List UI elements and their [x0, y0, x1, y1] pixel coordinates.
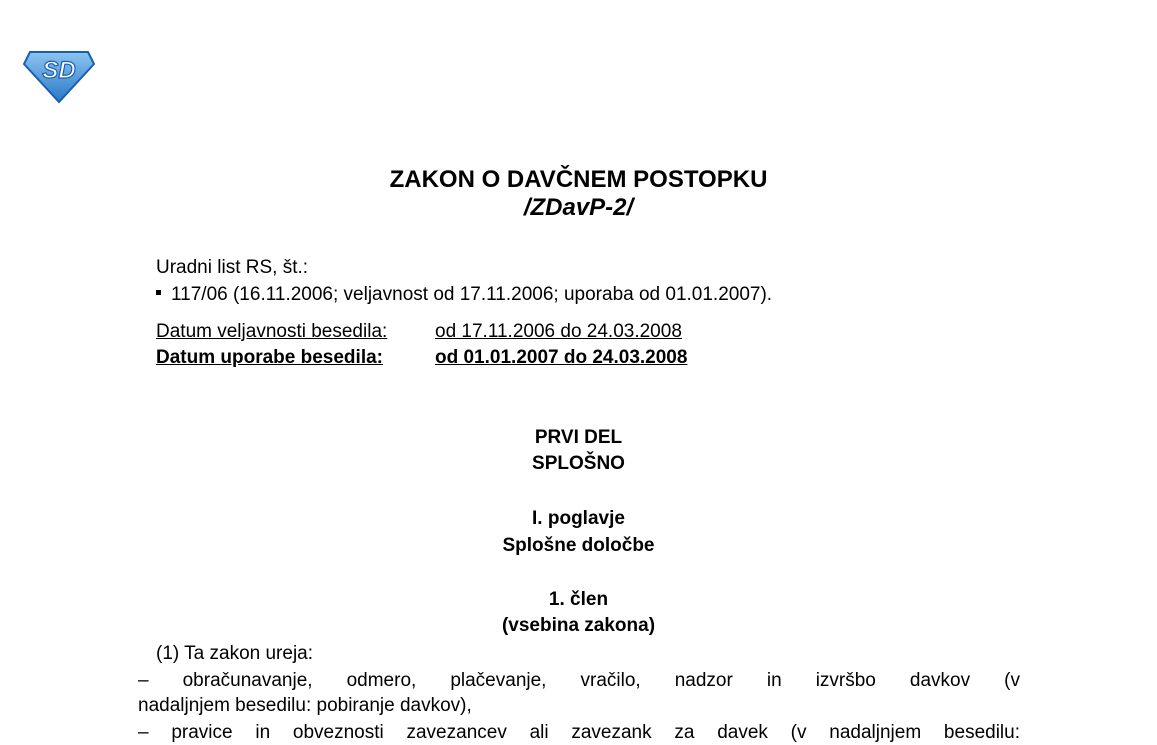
chapter-title: Splošne določbe [502, 535, 655, 556]
validity-label: Datum veljavnosti besedila: [156, 321, 388, 342]
item2-line1: – pravice in obveznosti zavezancev ali zavezank za davek (v nadaljnjem besedilu: [138, 722, 1020, 743]
item1-line2: nadaljnjem besedilu: pobiranje davkov), [138, 695, 472, 716]
article-title: (vsebina zakona) [501, 615, 656, 636]
chapter-number: I. poglavje [532, 508, 625, 529]
validity-row [156, 321, 682, 343]
svg-text:SD: SD [42, 57, 76, 84]
application-value: od 01.01.2007 do 24.03.2008 [435, 347, 688, 368]
application-label: Datum uporabe besedila: [156, 347, 383, 368]
part-number: PRVI DEL [534, 427, 623, 448]
article-number: 1. člen [548, 589, 609, 610]
application-row [156, 347, 687, 369]
item1-line1: – obračunavanje, odmero, plačevanje, vračilo, nadzor in izvršbo davkov (v [138, 670, 1020, 691]
sd-logo-icon [22, 48, 96, 104]
gazette-label: Uradni list RS, št.: [156, 257, 309, 278]
document-abbreviation: /ZDavP-2/ [523, 194, 634, 221]
part-title: SPLOŠNO [532, 453, 625, 474]
bullet-icon [156, 290, 161, 295]
gazette-issue-text: 117/06 (16.11.2006; veljavnost od 17.11.2006; uporaba od 01.01.2007). [171, 284, 773, 305]
paragraph-intro: (1) Ta zakon ureja: [156, 643, 314, 664]
gazette-issue [156, 284, 772, 306]
validity-value: od 17.11.2006 do 24.03.2008 [435, 321, 682, 342]
document-title: ZAKON O DAVČNEM POSTOPKU [389, 166, 768, 193]
